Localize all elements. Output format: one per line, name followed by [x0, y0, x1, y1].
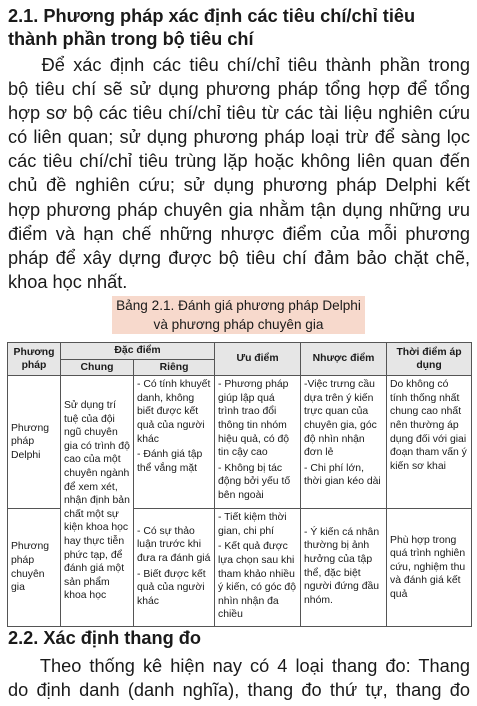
paragraph-line: chủ đề nghiên cứu; sử dụng phương pháp Delphi kết	[8, 175, 470, 196]
method-cell: Phương pháp Delphi	[8, 376, 61, 509]
header-timing: Thời điểm áp dụng	[387, 343, 472, 376]
paragraph-line: Để xác định các tiêu chí/chỉ tiêu thành phần trong	[8, 55, 470, 75]
section-2-2-paragraph	[8, 654, 470, 702]
common-cell: Sử dụng trí tuệ của đội ngũ chuyên gia có trình độ cao của một chuyên ngành để xem xét, nhận định bản chất một sự kiện khoa học hay thực tiễn phức tạp, để đánh giá một sản phẩm khoa học	[61, 376, 134, 627]
paragraph-line: bộ tiêu chí sẽ sử dụng phương pháp tổng hợp để tổng	[8, 79, 470, 100]
paragraph-line: các tiêu chí/chỉ tiêu trùng lặp hoặc không liên quan đến	[8, 151, 470, 172]
caption-line: Bảng 2.1. Đánh giá phương pháp Delphi	[116, 298, 361, 313]
specific-cell: - Có sự thảo luận trước khi đưa ra đánh giá - Biết được kết quả của người khác	[134, 509, 215, 627]
advantages-cell: - Tiết kiệm thời gian, chi phí - Kết quả được lựa chọn sau khi tham khảo nhiều ý kiến, có góc độ nhìn nhận đa chiều	[215, 509, 301, 627]
comparison-table	[7, 342, 472, 627]
header-advantages: Ưu điểm	[215, 343, 301, 376]
timing-cell: Do không có tính thống nhất chung cao nhất nên thường áp dụng đối với giai đoạn tham vấn ý kiến sơ khai	[387, 376, 472, 509]
advantages-cell: - Phương pháp giúp lập quá trình trao đổi thông tin nhóm hiệu quả, có độ tin cậy cao - Không bị tác động bởi yếu tố bên ngoài	[215, 376, 301, 509]
section-heading-2-2: 2.2. Xác định thang đo	[8, 628, 202, 648]
caption-line: và phương pháp chuyên gia	[153, 317, 324, 332]
table-row	[8, 376, 472, 509]
header-method: Phương pháp	[8, 343, 61, 376]
disadvantages-cell: - Ý kiến cá nhân thường bị ảnh hưởng của tập thể, đặc biệt người đứng đầu nhóm.	[301, 509, 387, 627]
paragraph-line: pháp để xây dựng được bộ tiêu chí đảm bảo chặt chẽ,	[8, 247, 470, 268]
header-common: Chung	[61, 359, 134, 376]
paragraph-line: khoa học nhất.	[8, 271, 128, 292]
method-cell: Phương pháp chuyên gia	[8, 509, 61, 627]
paragraph-line: hợp phương pháp chuyên gia nhằm tận dụng những ưu	[8, 199, 470, 220]
table-caption	[0, 296, 477, 334]
paragraph-line: có liên quan; sử dụng phương pháp loại trừ để sàng lọc	[8, 127, 470, 148]
header-features: Đặc điểm	[61, 343, 215, 360]
paragraph-line: hợp sơ bộ các tiêu chí/chỉ tiêu từ các tài liệu nghiên cứu	[8, 103, 470, 124]
heading-line: thành phần trong bộ tiêu chí	[8, 28, 254, 49]
specific-cell: - Có tính khuyết danh, không biết được kết quả của người khác - Đánh giá tập thể vắng mặt	[134, 376, 215, 509]
disadvantages-cell: -Việc trưng cầu dựa trên ý kiến trực quan của chuyên gia, góc độ nhìn nhận đơn lẻ - Chi phí lớn, thời gian kéo dài	[301, 376, 387, 509]
section-2-1-paragraph	[8, 53, 470, 294]
header-disadvantages: Nhược điểm	[301, 343, 387, 376]
paragraph-line: điểm và hạn chế những nhược điểm của mỗi phương	[8, 223, 470, 244]
paragraph-line: Theo thống kê hiện nay có 4 loại thang đo: Thang	[8, 656, 470, 676]
timing-cell: Phù hợp trong quá trình nghiên cứu, nghiệm thu và đánh giá kết quả	[387, 509, 472, 627]
paragraph-line: do định danh (danh nghĩa), thang đo thứ tự, thang đo	[8, 680, 470, 701]
header-specific: Riêng	[134, 359, 215, 376]
section-heading-2-1	[8, 5, 470, 50]
table-header-row	[8, 343, 472, 360]
heading-line: 2.1. Phương pháp xác định các tiêu chí/chỉ tiêu	[8, 6, 416, 26]
